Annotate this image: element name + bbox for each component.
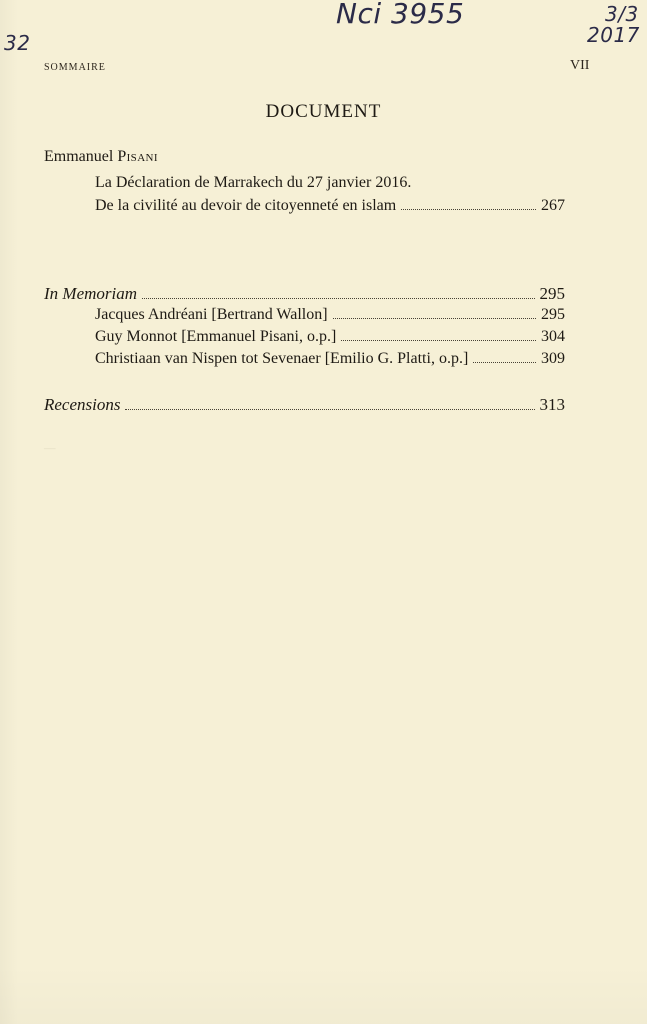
- handwritten-call-number: Nci 3955: [336, 0, 465, 30]
- document-title-line-2[interactable]: [95, 197, 565, 215]
- dot-leader: [142, 298, 534, 299]
- handwritten-right-mark-bottom: 2017: [587, 23, 640, 47]
- recensions-label: Recensions: [44, 395, 121, 414]
- memoriam-entry-page: 309: [541, 350, 565, 367]
- memoriam-entry-andreani[interactable]: [95, 306, 565, 324]
- section-title: DOCUMENT: [265, 101, 382, 122]
- running-head: SOMMAIRE: [44, 62, 106, 73]
- recensions-page: 313: [539, 395, 565, 414]
- document-page-number: 267: [541, 197, 565, 214]
- document-title-line-1: [95, 174, 565, 192]
- show-through-text: —: [44, 440, 56, 455]
- memoriam-entry-van-nispen[interactable]: [95, 350, 565, 368]
- page-number: VII: [570, 58, 590, 73]
- dot-leader: [401, 209, 536, 210]
- memoriam-entry-page: 304: [541, 328, 565, 345]
- dot-leader: [125, 409, 534, 410]
- dot-leader: [341, 340, 536, 341]
- document-author: [44, 148, 158, 166]
- memoriam-entry-text: Jacques Andréani [Bertrand Wallon]: [95, 306, 328, 323]
- in-memoriam-page: 295: [539, 284, 565, 303]
- memoriam-entry-text: Guy Monnot [Emmanuel Pisani, o.p.]: [95, 328, 337, 345]
- author-last-name: Pisani: [117, 148, 158, 165]
- in-memoriam-label: In Memoriam: [44, 284, 138, 303]
- document-title-text-1: La Déclaration de Marrakech du 27 janvier 2016.: [95, 174, 412, 191]
- memoriam-entry-text: Christiaan van Nispen tot Sevenaer [Emilio G. Platti, o.p.]: [95, 350, 469, 367]
- recensions-heading[interactable]: [44, 395, 565, 415]
- memoriam-entry-page: 295: [541, 306, 565, 323]
- dot-leader: [333, 318, 536, 319]
- handwritten-right-mark-top: 3/3: [605, 2, 639, 26]
- dot-leader: [473, 362, 536, 363]
- author-first-name: Emmanuel: [44, 148, 114, 165]
- document-title-text-2: De la civilité au devoir de citoyenneté en islam: [95, 197, 397, 214]
- in-memoriam-heading[interactable]: [44, 284, 565, 304]
- handwritten-left-mark: 32: [4, 31, 31, 55]
- memoriam-entry-monnot[interactable]: [95, 328, 565, 346]
